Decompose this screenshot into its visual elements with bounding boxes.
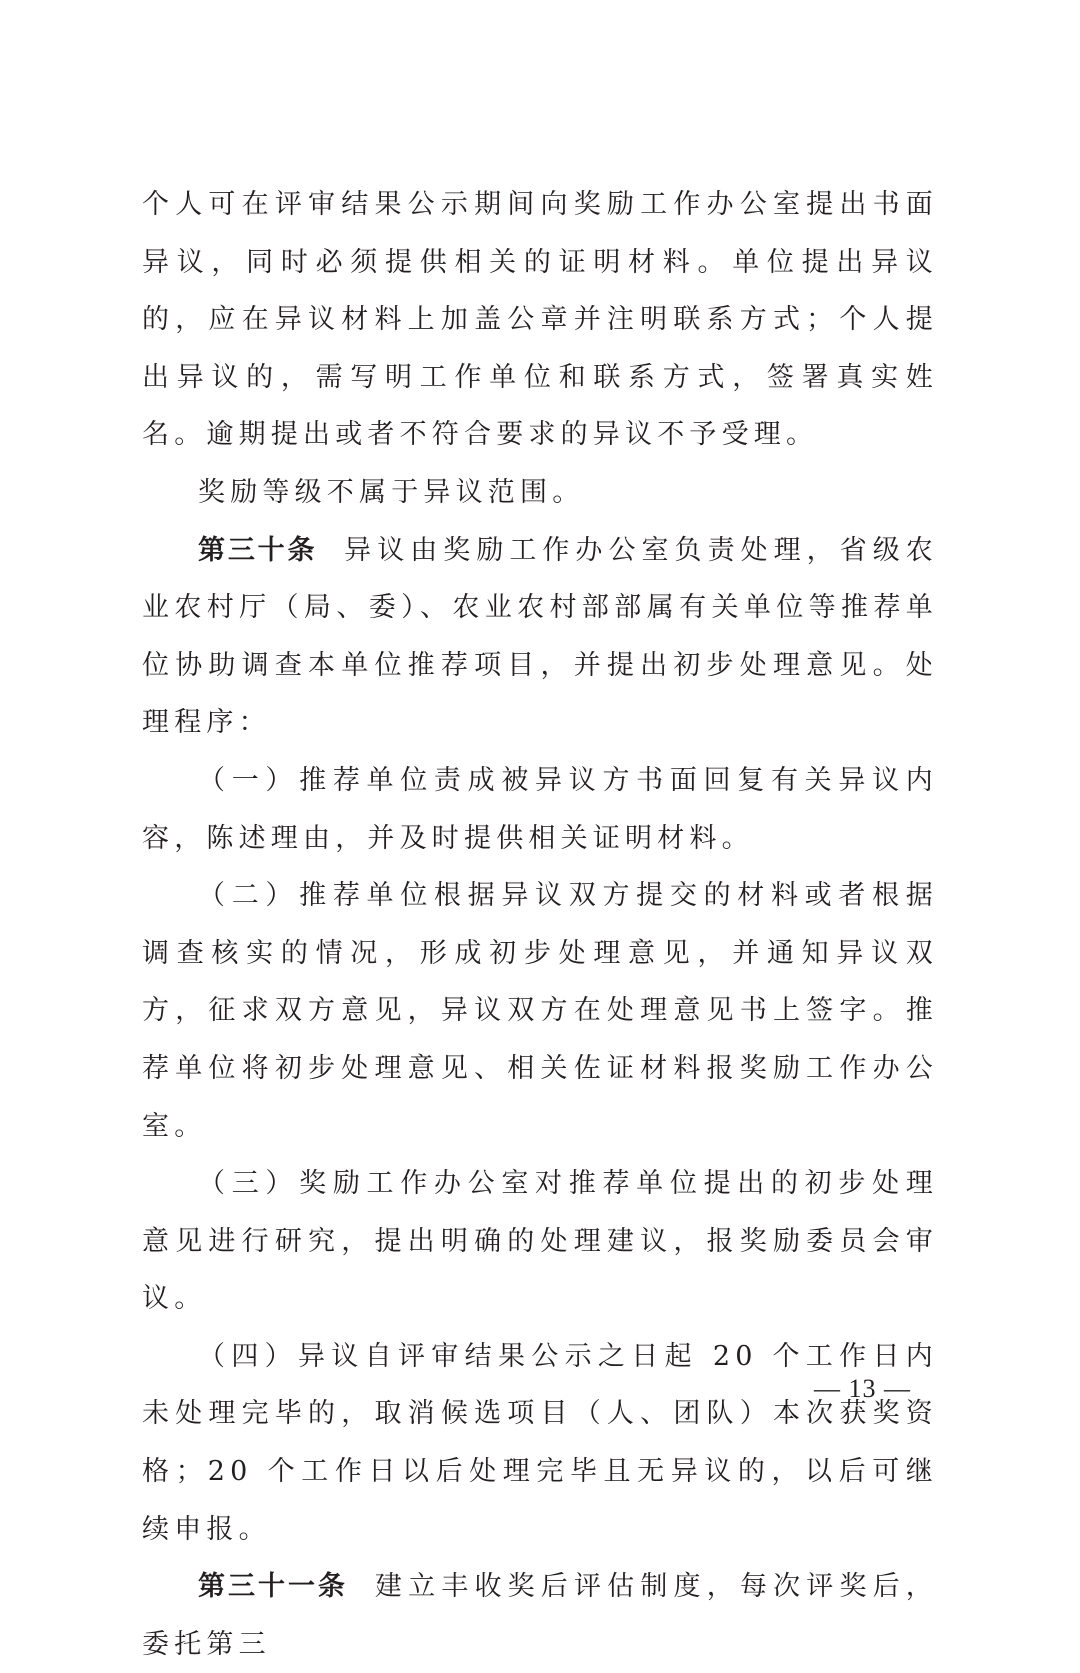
paragraph-objection-submission (142, 176, 938, 464)
article-31-title: 第三十一条 (198, 1571, 348, 1603)
article-30 (142, 522, 938, 752)
procedure-item-4 (142, 1328, 938, 1558)
paragraph-text: （一）推荐单位责成被异议方书面回复有关异议内容，陈述理由，并及时提供相关证明材料。 (142, 764, 938, 854)
paragraph-award-level-scope (142, 464, 938, 522)
paragraph-text: 奖励等级不属于异议范围。 (198, 476, 585, 508)
article-30-title: 第三十条 (198, 534, 318, 566)
paragraph-text: 个人可在评审结果公示期间向奖励工作办公室提出书面异议，同时必须提供相关的证明材料。单位提出异议的，应在异议材料上加盖公章并注明联系方式；个人提出异议的，需写明工作单位和联系方式，签署真实姓名。逾期提出或者不符合要求的异议不予受理。 (142, 189, 938, 451)
article-30-text: 异议由奖励工作办公室负责处理，省级农业农村厅（局、委）、农业农村部部属有关单位等推荐单位协助调查本单位推荐项目，并提出初步处理意见。处理程序： (142, 534, 938, 739)
article-31 (142, 1558, 938, 1673)
page-number: — 13 — (814, 1374, 911, 1403)
article-31-text: 建立丰收奖后评估制度，每次评奖后，委托第三 (142, 1571, 939, 1660)
paragraph-text: （三）奖励工作办公室对推荐单位提出的初步处理意见进行研究，提出明确的处理建议，报奖励委员会审议。 (142, 1168, 938, 1315)
paragraph-text: （四）异议自评审结果公示之日起 20 个工作日内未处理完毕的，取消候选项目（人、团队）本次获奖资格；20 个工作日以后处理完毕且无异议的，以后可继续申报。 (142, 1340, 938, 1545)
procedure-item-3 (142, 1155, 938, 1328)
paragraph-text: （二）推荐单位根据异议双方提交的材料或者根据调查核实的情况，形成初步处理意见，并通知异议双方，征求双方意见，异议双方在处理意见书上签字。推荐单位将初步处理意见、相关佐证材料报奖励工作办公室。 (142, 880, 938, 1142)
document-body (142, 176, 938, 1673)
procedure-item-1 (142, 752, 938, 867)
procedure-item-2 (142, 867, 938, 1155)
